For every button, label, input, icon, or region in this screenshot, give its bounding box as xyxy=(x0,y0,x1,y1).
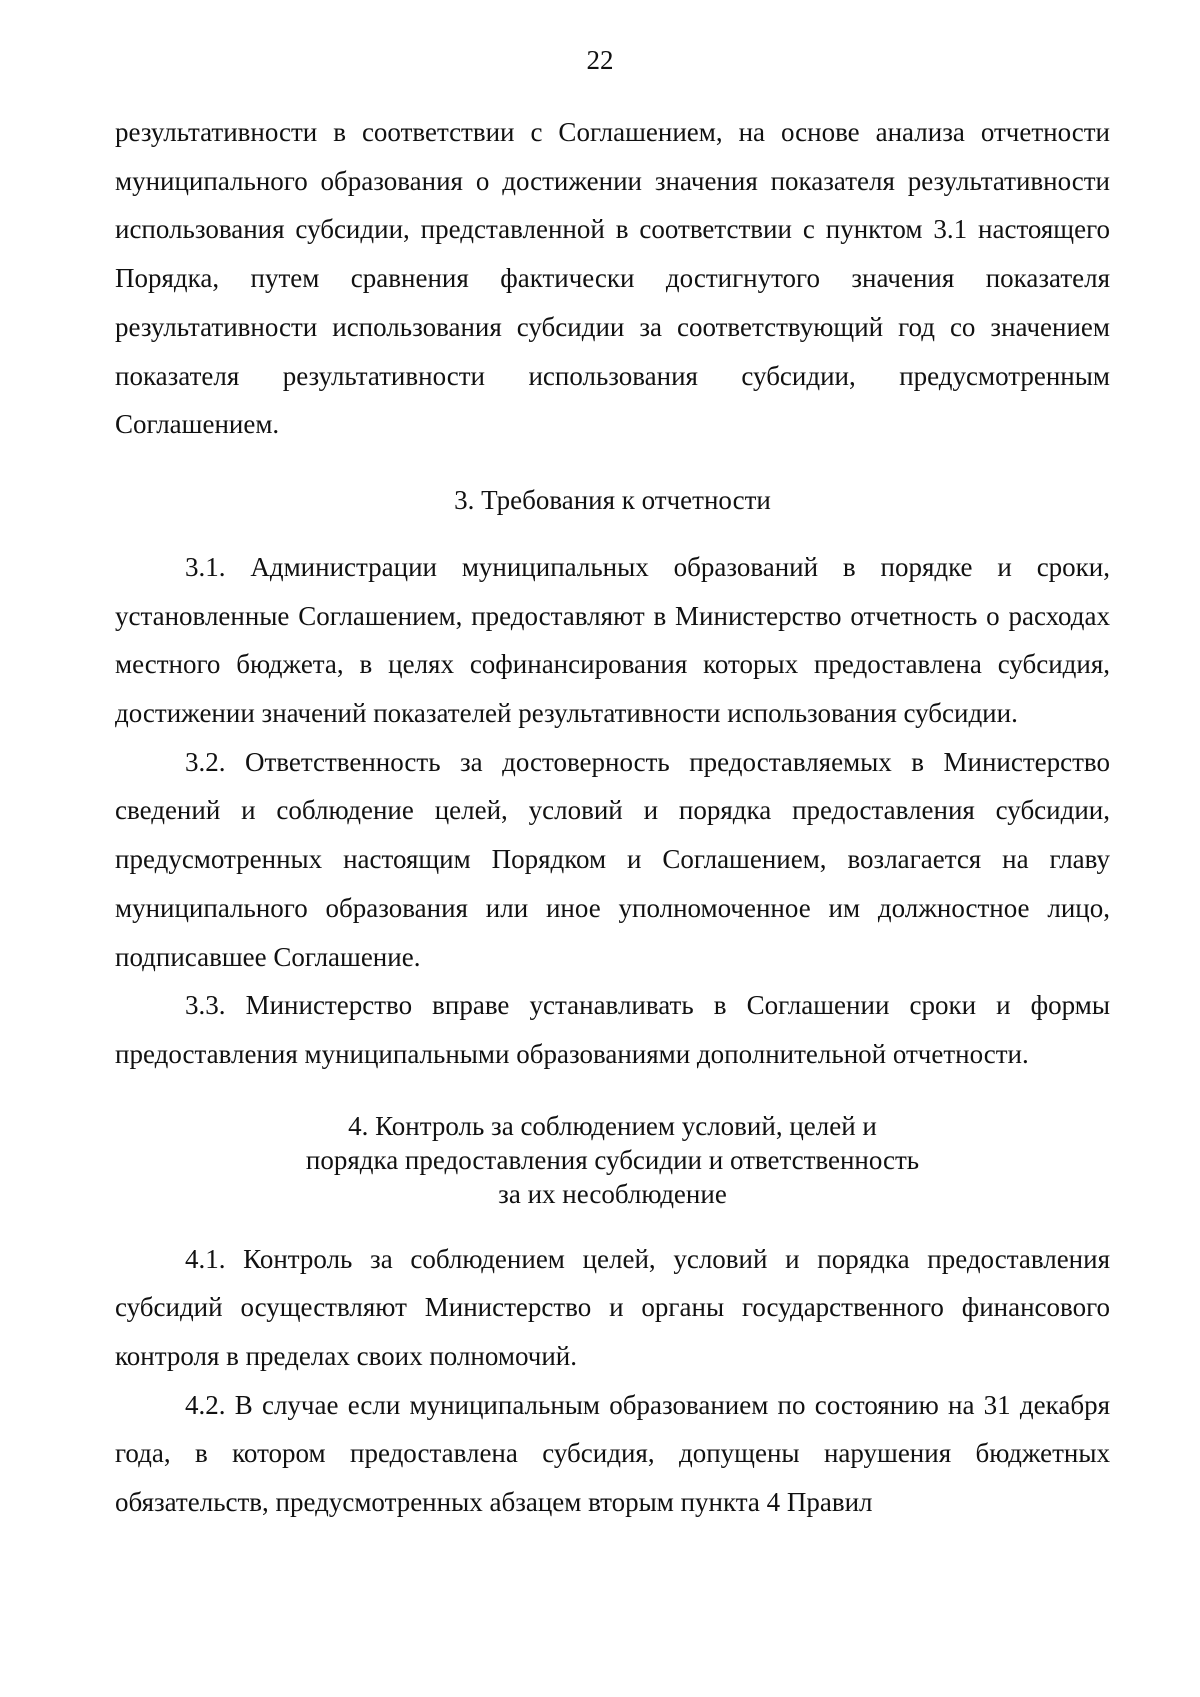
paragraph-4-2: 4.2. В случае если муниципальным образованием по состоянию на 31 декабря года, в котором предоставлена субсидия, допущены нарушения бюджетных обязательств, предусмотренных абзацем вторым пункта 4 Правил xyxy=(115,1389,1110,1518)
paragraph-4-1: 4.1. Контроль за соблюдением целей, условий и порядка предоставления субсидий осуществляют Министерство и органы государственного финансового контроля в пределах своих полномочий. xyxy=(115,1243,1110,1372)
section-4-heading-line: за их несоблюдение xyxy=(498,1178,727,1209)
paragraph-3-1: 3.1. Администрации муниципальных образований в порядке и сроки, установленные Соглашением, предоставляют в Министерство отчетность о расходах местного бюджета, в целях софинансирования которых предоставлена субсидия, достижении значений показателей результативности использования субсидии. xyxy=(115,551,1110,729)
document-body xyxy=(115,108,1110,1527)
section-3-heading: 3. Требования к отчетности xyxy=(454,484,771,515)
section-4-heading-line: порядка предоставления субсидии и ответственность xyxy=(305,1144,920,1175)
page-number: 22 xyxy=(586,45,614,75)
paragraph-3-2: 3.2. Ответственность за достоверность предоставляемых в Министерство сведений и соблюдение целей, условий и порядка предоставления субсидии, предусмотренных настоящим Порядком и Соглашением, возлагается на главу муниципального образования или иное уполномоченное им должностное лицо, подписавшее Соглашение. xyxy=(115,746,1110,972)
paragraph-3-3: 3.3. Министерство вправе устанавливать в Соглашении сроки и формы предоставления муниципальными образованиями дополнительной отчетности. xyxy=(115,990,1110,1069)
intro-paragraph: результативности в соответствии с Соглашением, на основе анализа отчетности муниципального образования о достижении значения показателя результативности использования субсидии, представленной в соответствии с пунктом 3.1 настоящего Порядка, путем сравнения фактически достигнутого значения показателя результативности использования субсидии за соответствующий год со значением показателя результативности использования субсидии, предусмотренным Соглашением. xyxy=(115,117,1110,440)
section-4-heading-line: 4. Контроль за соблюдением условий, целей и xyxy=(348,1110,877,1141)
section-4-heading xyxy=(115,1109,1110,1211)
